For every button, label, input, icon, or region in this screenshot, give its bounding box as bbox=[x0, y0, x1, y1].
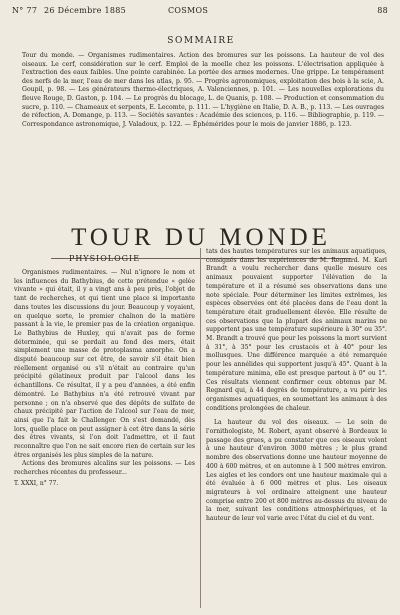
left-column bbox=[14, 248, 195, 610]
page-number: 88 bbox=[377, 6, 388, 15]
sommaire-body: Tour du monde. — Organismes rudimentaires. Action des bromures sur les poissons. La hauteur de vol des oiseaux. Le cerf, considération sur le cerf. Emploi de la moelle chez les poissons. L'électrisation appliquée à l'extraction des eaux faibles. Une pointe carabinée. La portée des armes modernes. Une grippe. Le tempérament des nerfs de la mer, l'eau de mer dans les atlas, p. 95. — Progrès agronomiques, exploitation des bois à la scie, A. Goupil, p. 98. — Les générateurs thermo-électriques, A. Valenciennes, p. 101. — Les nouvelles explorations du fleuve Rouge, D. Gaston, p. 104. — Le progrès du blocage, L. de Quanis, p. 108. — Production et consommation du sucre, p. 110. — Chameaux et serpents, E. Lecomte, p. 111. — L'hygiène en Italie, D. A. B., p. 113. — Les ouvrages de réfection, A. Domange, p. 113. — Sociétés savantes : Académie des sciences, p. 116. — Bibliographie, p. 119. — Correspondance astronomique, J. Valadoux, p. 122. — Éphémérides pour le mois de janvier 1886, p. 123. bbox=[22, 52, 384, 128]
physiologie-heading: PHYSIOLOGIE bbox=[68, 254, 141, 263]
right-paragraph-1: tats des hautes températures sur les animaux aquatiques, consignés dans les expériences de M. Regnard. M. Karl Brandt a voulu rechercher dans quelle mesure ces animaux pouvaient supporter l'élévation de la température et il a résumé ses observations dans une note spéciale. Pour déterminer les limites extrêmes, les espèces observées ont été placées dans de l'eau dont la température était graduellement élevée. Elle résulte de ces observations que la plupart des animaux marins ne supportent pas une température supérieure à 30° ou 35°. M. Brandt a trouvé que pour les poissons la mort survient à 31°, à 35° pour les crustacés et à 40° pour les mollusques. Une différence marquée a été remarquée pour les annélides qui supportent jusqu'à 45°. Quant à la température minima, elle est presque partout à 0° ou 1°. Ces résultats viennent confirmer ceux obtenus par M. Regnard qui, à 44 degrés de température, a vu périr les organismes aquatiques, en soumettant les animaux à des conditions prolongées de chaleur. bbox=[206, 248, 387, 412]
right-paragraph-2: La hauteur du vol des oiseaux. — Le soin de l'ornithologiste, M. Robert, ayant observé à Bordeaux le passage des grues, a pu constater que ces oiseaux volent à une hauteur d'environ 3000 mètres ; le plus grand nombre des observations donne une hauteur moyenne de 400 à 600 mètres, et en automne à 1 500 mètres environ. Les aigles et les condors ont une hauteur maximale qui a été évaluée à 6 000 mètres et plus. Les oiseaux migrateurs à vol ordinaire atteignent une hauteur comprise entre 200 et 800 mètres au-dessus du niveau de la mer, suivant les conditions atmosphériques, et la hauteur de leur vol varie avec l'état du ciel et du vent. bbox=[206, 419, 387, 523]
magazine-page bbox=[8, 4, 394, 610]
column-divider bbox=[200, 248, 201, 608]
article-columns bbox=[14, 248, 390, 608]
issue-date: 26 Décembre 1885 bbox=[44, 6, 127, 15]
section-title: TOUR DU MONDE bbox=[71, 224, 331, 251]
right-column bbox=[206, 248, 387, 610]
left-paragraph-1: Organismes rudimentaires. — Nul n'ignore le nom et les influences du Bathybius, de cette prétendue « gelée vivante » qui était, il y a vingt ans à peu près, l'objet de tant de recherches, et qui tient une place si importante dans toutes les discussions du jour. Beaucoup y voyaient, en quelque sorte, le premier chaînon de la matière passant à la vie, le premier pas de la création organique. Le Bathybius de Huxley, qui n'avait pas de forme déterminée, qui se perdait au fond des mers, était simplement une masse de protoplasma amorphe. On a disputé beaucoup sur cet être, de savoir s'il était bien réellement organisé ou s'il n'était au contraire qu'un précipité gélatineux produit par l'alcool dans les échantillons. Ce résultat, il y a peu d'années, a été enfin démontré. Le Bathybius n'a été retrouvé vivant par personne ; on n'a observé que des dépôts de sulfate de chaux précipité par l'action de l'alcool sur l'eau de mer, ainsi que l'a fait le Challenger. On s'est demandé, dès lors, quelle place on peut assigner à cet être dans la série des êtres vivants, si l'on doit l'admettre, et il faut reconnaître que l'on ne sait encore rien de certain sur les êtres organisés les plus simples de la nature. bbox=[14, 269, 195, 459]
page-header bbox=[8, 4, 394, 18]
volume-footer: T. XXXI, n° 77. bbox=[14, 479, 59, 487]
journal-name: COSMOS bbox=[168, 6, 209, 15]
issue-number: N° 77 bbox=[12, 6, 38, 15]
left-paragraph-2: Actions des bromures alcalins sur les poissons. — Les recherches récentes du professeur... bbox=[14, 460, 195, 477]
sommaire-heading: SOMMAIRE bbox=[167, 36, 235, 46]
